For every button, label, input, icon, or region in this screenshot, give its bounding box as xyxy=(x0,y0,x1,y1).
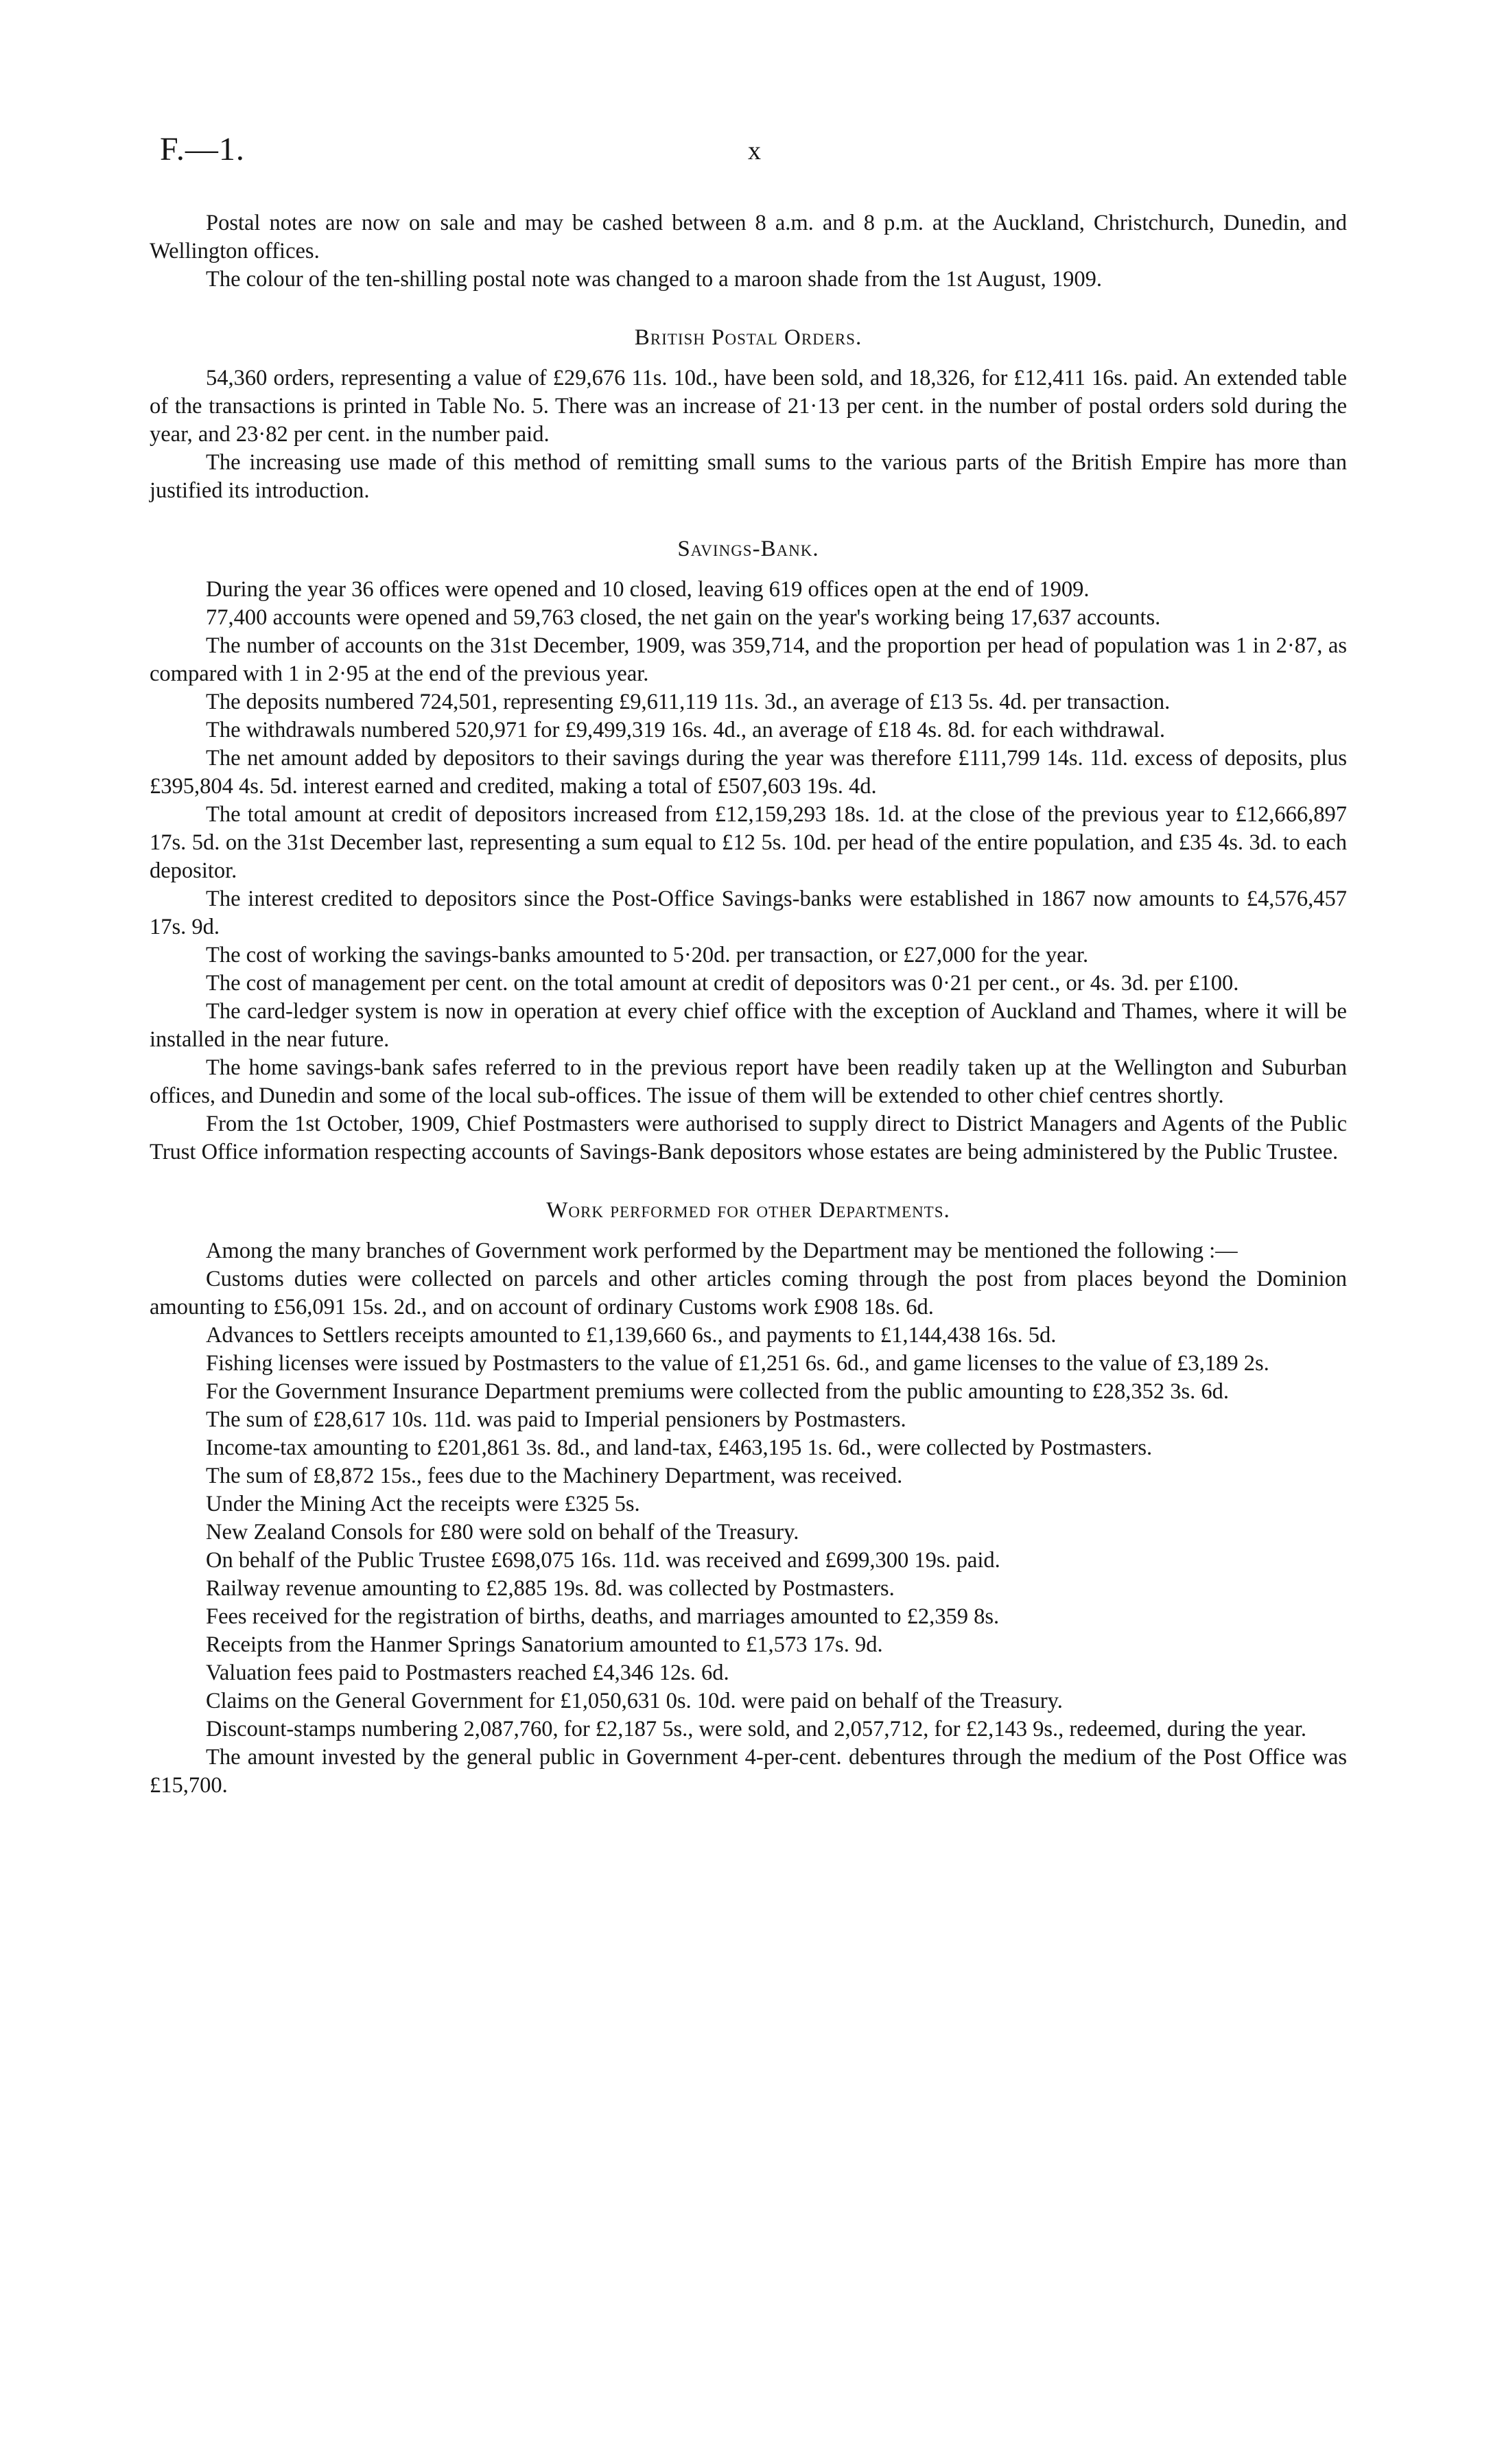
paragraph: The sum of £8,872 15s., fees due to the Machinery Department, was received. xyxy=(206,1464,903,1488)
postal-notes-section xyxy=(150,209,1347,294)
paragraph: Fishing licenses were issued by Postmasters to the value of £1,251 6s. 6d., and game licenses to the value of £3,189 2s. xyxy=(206,1351,1269,1376)
paragraph: 77,400 accounts were opened and 59,763 closed, the net gain on the year's working being 17,637 accounts. xyxy=(206,605,1161,630)
document-reference: F.—1. xyxy=(160,131,245,167)
paragraph: New Zealand Consols for £80 were sold on behalf of the Treasury. xyxy=(206,1520,799,1545)
page-header xyxy=(0,130,1491,178)
paragraph: From the 1st October, 1909, Chief Postmasters were authorised to supply direct to District Managers and Agents of the Public Trust Office information respecting accounts of Savings-Bank depositors whose estates are being administered by the Public Trustee. xyxy=(150,1112,1347,1164)
paragraph: The cost of working the savings-banks amounted to 5·20d. per transaction, or £27,000 for the year. xyxy=(206,943,1089,967)
paragraph: The card-ledger system is now in operation at every chief office with the exception of Auckland and Thames, where it will be installed in the near future. xyxy=(150,999,1347,1052)
document-body xyxy=(150,209,1347,1800)
section-heading: Work performed for other Departments. xyxy=(546,1198,950,1223)
paragraph: Income-tax amounting to £201,861 3s. 8d., and land-tax, £463,195 1s. 6d., were collected by Postmasters. xyxy=(206,1435,1153,1460)
section-heading: British Postal Orders. xyxy=(634,325,862,350)
paragraph: The number of accounts on the 31st December, 1909, was 359,714, and the proportion per head of population was 1 in 2·87, as compared with 1 in 2·95 at the end of the previous year. xyxy=(150,633,1347,686)
paragraph: The colour of the ten-shilling postal note was changed to a maroon shade from the 1st August, 1909. xyxy=(206,267,1103,292)
paragraph: The amount invested by the general public in Government 4-per-cent. debentures through the medium of the Post Office was £15,700. xyxy=(150,1745,1347,1798)
section-heading: Savings-Bank. xyxy=(677,537,819,561)
paragraph: For the Government Insurance Department premiums were collected from the public amounting to £28,352 3s. 6d. xyxy=(206,1379,1230,1404)
paragraph: The total amount at credit of depositors increased from £12,159,293 18s. 1d. at the close of the previous year to £12,666,897 17s. 5d. on the 31st December last, representing a sum equal to £12 5s. 10d. per head of the entire population, and £35 4s. 3d. to each depositor. xyxy=(150,802,1347,883)
paragraph: Among the many branches of Government work performed by the Department may be mentioned the following :— xyxy=(206,1239,1238,1263)
paragraph: The sum of £28,617 10s. 11d. was paid to Imperial pensioners by Postmasters. xyxy=(206,1407,906,1432)
paragraph: Customs duties were collected on parcels and other articles coming through the post from places beyond the Dominion amounting to £56,091 15s. 2d., and on account of ordinary Customs work £908 18s. 6d. xyxy=(150,1267,1347,1319)
paragraph: The withdrawals numbered 520,971 for £9,499,319 16s. 4d., an average of £18 4s. 8d. for each withdrawal. xyxy=(206,718,1166,742)
paragraph: The net amount added by depositors to their savings during the year was therefore £111,799 14s. 11d. excess of deposits, plus £395,804 4s. 5d. interest earned and credited, making a total of £507,603 19s. 4d. xyxy=(150,746,1347,799)
paragraph: Under the Mining Act the receipts were £325 5s. xyxy=(206,1492,640,1516)
paragraph: Postal notes are now on sale and may be cashed between 8 a.m. and 8 p.m. at the Auckland, Christchurch, Dunedin, and Wellington offices. xyxy=(150,211,1347,263)
paragraph: Railway revenue amounting to £2,885 19s. 8d. was collected by Postmasters. xyxy=(206,1576,895,1601)
paragraph: On behalf of the Public Trustee £698,075 16s. 11d. was received and £699,300 19s. paid. xyxy=(206,1548,1000,1573)
paragraph: During the year 36 offices were opened and 10 closed, leaving 619 offices open at the end of 1909. xyxy=(206,577,1090,602)
paragraph: 54,360 orders, representing a value of £29,676 11s. 10d., have been sold, and 18,326, for £12,411 16s. paid. An extended table of the transactions is printed in Table No. 5. There was an increase of 21·13 per cent. in the number of postal orders sold during the year, and 23·82 per cent. in the number paid. xyxy=(150,366,1347,447)
page-number: x xyxy=(748,137,761,165)
paragraph: The interest credited to depositors since the Post-Office Savings-banks were established in 1867 now amounts to £4,576,457 17s. 9d. xyxy=(150,887,1347,939)
paragraph: Valuation fees paid to Postmasters reached £4,346 12s. 6d. xyxy=(206,1661,729,1685)
paragraph: The increasing use made of this method of remitting small sums to the various parts of the British Empire has more than justified its introduction. xyxy=(150,450,1347,503)
savings-bank-section xyxy=(150,535,1347,1166)
paragraph: The home savings-bank safes referred to in the previous report have been readily taken up at the Wellington and Suburban offices, and Dunedin and some of the local sub-offices. The issue of them will be extended to other chief centres shortly. xyxy=(150,1055,1347,1108)
paragraph: Discount-stamps numbering 2,087,760, for £2,187 5s., were sold, and 2,057,712, for £2,143 9s., redeemed, during the year. xyxy=(206,1717,1306,1741)
british-postal-orders-section xyxy=(150,324,1347,505)
paragraph: Advances to Settlers receipts amounted to £1,139,660 6s., and payments to £1,144,438 16s. 5d. xyxy=(206,1323,1057,1348)
paragraph: Receipts from the Hanmer Springs Sanatorium amounted to £1,573 17s. 9d. xyxy=(206,1632,883,1657)
other-departments-section xyxy=(150,1197,1347,1800)
paragraph: Claims on the General Government for £1,050,631 0s. 10d. were paid on behalf of the Treasury. xyxy=(206,1689,1063,1713)
paragraph: Fees received for the registration of births, deaths, and marriages amounted to £2,359 8s. xyxy=(206,1604,1000,1629)
paragraph: The cost of management per cent. on the total amount at credit of depositors was 0·21 per cent., or 4s. 3d. per £100. xyxy=(206,971,1239,996)
paragraph: The deposits numbered 724,501, representing £9,611,119 11s. 3d., an average of £13 5s. 4d. per transaction. xyxy=(206,690,1171,714)
